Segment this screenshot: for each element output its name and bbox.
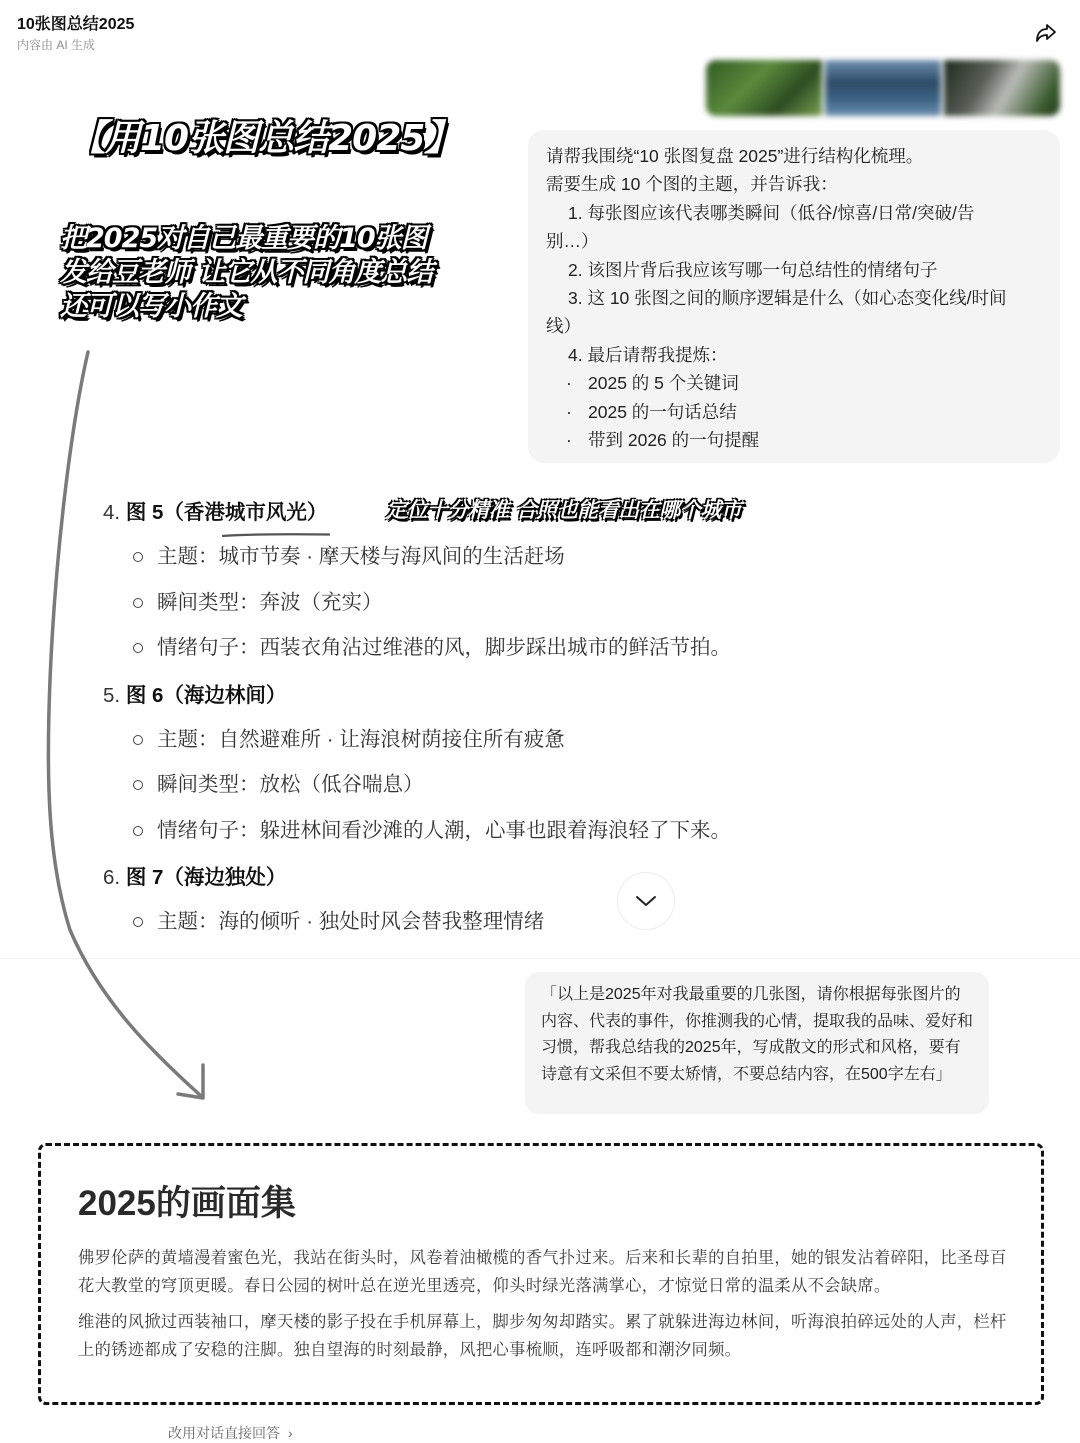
circle-bullet-icon <box>133 735 143 745</box>
bullet-text: 2025 的一句话总结 <box>588 401 737 422</box>
outline-figure: 图 7 <box>125 866 164 889</box>
outline-item <box>103 633 823 679</box>
outline-item <box>103 725 823 771</box>
bullet-dot-icon: · <box>566 401 572 422</box>
overlay-note: 定位十分精准 合照也能看出在哪个城市 <box>386 498 742 522</box>
outline-item-text: 主题：城市节奏 · 摩天楼与海风间的生活赶场 <box>157 545 565 568</box>
image-thumbnail[interactable] <box>944 60 1060 116</box>
prompt-bullet <box>546 426 1042 454</box>
ai-generated-label: 内容由 AI 生成 <box>17 38 96 52</box>
bullet-text: 2025 的 5 个关键词 <box>588 373 739 394</box>
essay-paragraph: 维港的风掀过西装袖口，摩天楼的影子投在手机屏幕上，脚步匆匆却踏实。累了就躲进海边林间，听海浪拍碎远处的人声，栏杆上的锈迹都成了安稳的注脚。独自望海的时刻最静，风把心事梳顺，连呼吸都和潮汐同频。 <box>78 1313 1007 1359</box>
footer-link-text: 改用对话直接回答 <box>168 1425 280 1441</box>
outline-heading <box>103 679 823 725</box>
outline-item-text: 主题：自然避难所 · 让海浪树荫接住所有疲惫 <box>157 727 565 751</box>
circle-bullet-icon <box>133 598 143 608</box>
chevron-down-icon <box>635 894 657 908</box>
outline-item <box>103 588 823 634</box>
essay-body <box>78 1244 1018 1372</box>
switch-to-chat-link[interactable] <box>168 1423 293 1443</box>
essay-paragraph: 佛罗伦萨的黄墙漫着蜜色光，我站在街头时，风卷着油橄榄的香气扑过来。后来和长辈的自拍里，她的银发沾着碎阳，比圣母百花大教堂的穹顶更暖。春日公园的树叶总在逆光里透亮，仰头时绿光落满掌心，才惊觉日常的温柔从不会缺席。 <box>78 1249 1007 1295</box>
overlay-line: 发给豆老师 让它从不同角度总结 <box>60 257 433 288</box>
prompt-line-wrap: 别…） <box>546 231 599 252</box>
bullet-dot-icon: · <box>566 430 572 451</box>
outline-item-text: 瞬间类型：放松（低谷喘息） <box>157 773 424 796</box>
essay-card <box>38 1143 1044 1405</box>
circle-bullet-icon <box>133 826 143 836</box>
prompt-line: 请帮我围绕“10 张图复盘 2025”进行结构化梳理。 <box>546 146 924 166</box>
outline-number: 5. <box>103 683 121 707</box>
outline-title: （香港城市风光） <box>163 501 328 524</box>
prompt-line: 需要生成 10 个图的主题，并告诉我： <box>546 174 838 195</box>
outline-item-text: 瞬间类型：奔波（充实） <box>157 590 383 614</box>
overlay-line: 还可以写小作文 <box>60 291 242 322</box>
outline-item-text: 情绪句子：西装衣角沾过维港的风，脚步踩出城市的鲜活节拍。 <box>157 636 731 659</box>
share-button[interactable] <box>1032 20 1060 46</box>
attached-images[interactable] <box>706 60 1060 116</box>
prompt-numbered-item: 4. 最后请帮我提炼： <box>568 344 728 365</box>
outline-item <box>103 770 823 816</box>
outline-number: 6. <box>103 866 121 889</box>
outline-figure: 图 5 <box>125 501 164 524</box>
sketch-underline <box>222 533 330 537</box>
outline-heading <box>103 861 823 907</box>
overlay-description <box>60 222 432 324</box>
prompt-numbered-item: 2. 该图片背后我应该写哪一句总结性的情绪句子 <box>568 259 938 280</box>
outline-item-text: 主题：海的倾听 · 独处时风会替我整理情绪 <box>157 910 545 933</box>
essay-title: 2025的画面集 <box>78 1184 296 1223</box>
circle-bullet-icon <box>133 643 143 653</box>
ai-answer-outline <box>103 496 823 953</box>
outline-heading <box>103 496 823 542</box>
circle-bullet-icon <box>133 552 143 562</box>
outline-figure: 图 6 <box>125 683 164 707</box>
overlay-line: 把2025对自己最重要的10张图 <box>60 223 427 254</box>
outline-title: （海边林间） <box>163 683 287 707</box>
bullet-dot-icon: · <box>566 373 572 394</box>
outline-number: 4. <box>103 501 121 524</box>
outline-item <box>103 542 823 588</box>
section-divider <box>0 958 1080 959</box>
page-title: 10张图总结2025 <box>17 16 135 33</box>
prompt-bullet <box>546 369 1042 397</box>
outline-item <box>103 907 823 953</box>
bullet-text: 带到 2026 的一句提醒 <box>588 430 760 451</box>
image-thumbnail[interactable] <box>825 60 941 116</box>
user-prompt-bubble-2: 「以上是2025年对我最重要的几张图，请你根据每张图片的内容、代表的事件，你推测我的心情，提取我的品味、爱好和习惯，帮我总结我的2025年，写成散文的形式和风格，要有诗意有文采但不要太矫情，不要总结内容，在500字左右」 <box>525 972 989 1114</box>
user-prompt-bubble <box>528 130 1060 463</box>
prompt-numbered-item: 1. 每张图应该代表哪类瞬间（低谷/惊喜/日常/突破/告 <box>568 202 975 223</box>
prompt-bullet <box>546 398 1042 426</box>
overlay-title: 【用10张图总结2025】 <box>70 118 460 159</box>
image-thumbnail[interactable] <box>706 60 822 116</box>
circle-bullet-icon <box>133 780 143 790</box>
scroll-down-button[interactable] <box>617 872 675 930</box>
circle-bullet-icon <box>133 917 143 927</box>
share-icon <box>1035 23 1057 43</box>
outline-item <box>103 816 823 862</box>
outline-title: （海边独处） <box>163 866 287 889</box>
chevron-right-icon: › <box>288 1425 293 1441</box>
prompt-line-wrap: 线） <box>546 316 581 337</box>
prompt-numbered-item: 3. 这 10 张图之间的顺序逻辑是什么（如心态变化线/时间 <box>568 288 1007 309</box>
outline-item-text: 情绪句子：躲进林间看沙滩的人潮，心事也跟着海浪轻了下来。 <box>157 818 731 842</box>
